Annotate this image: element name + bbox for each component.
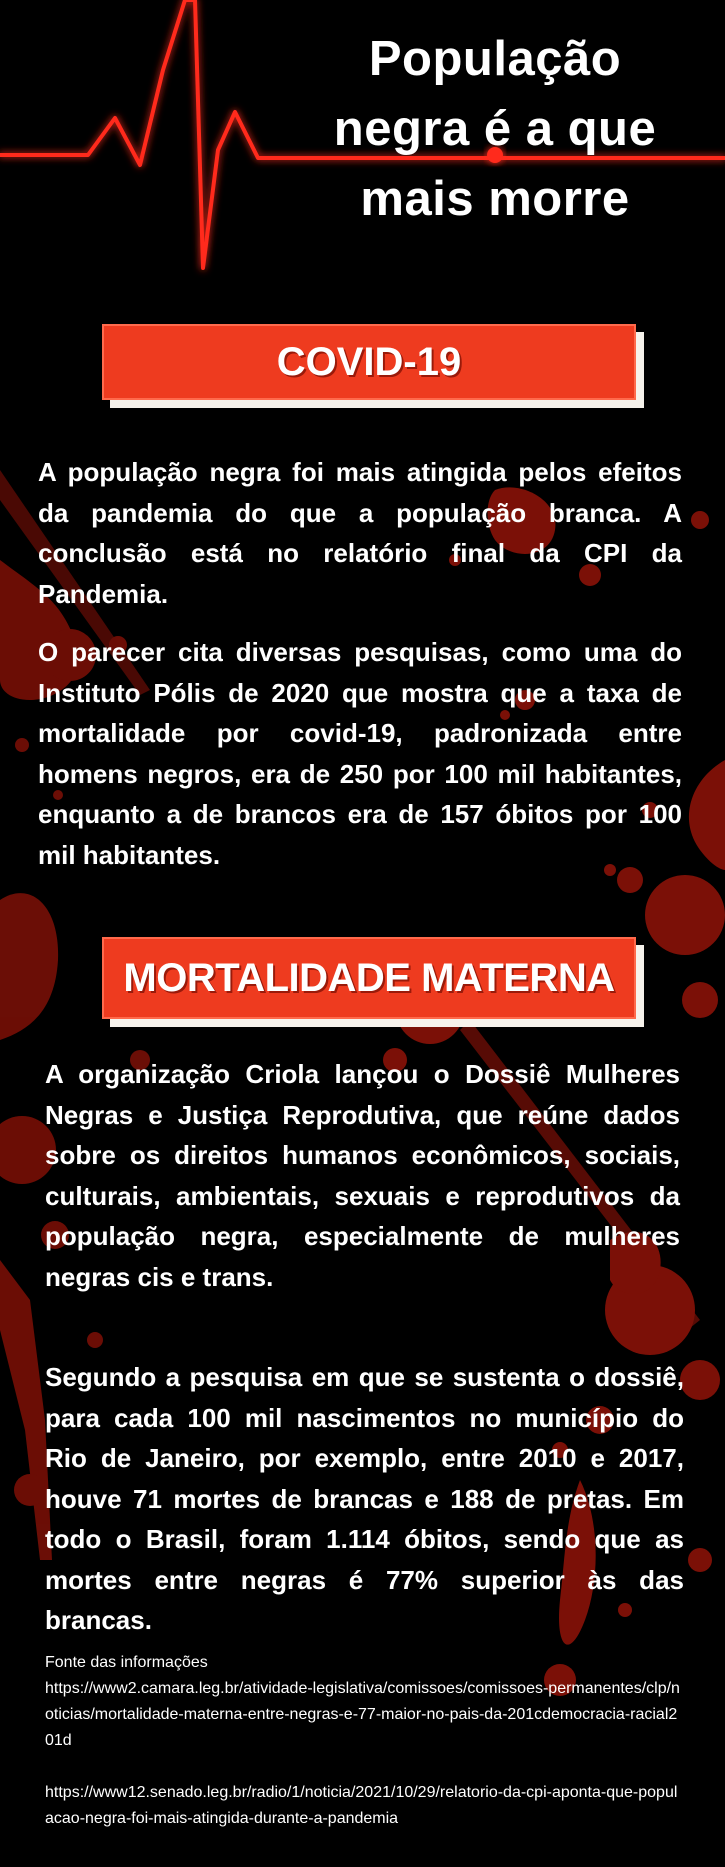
section-heading-maternal-mortality: MORTALIDADE MATERNA bbox=[102, 937, 636, 1019]
source-link-camara[interactable]: https://www2.camara.leg.br/atividade-legislativa/comissoes/comissoes-permanentes/clp/noticias/mortalidade-materna-entre-negras-e-77-maior-no-pais-da-201cdemocracia-racial201d bbox=[45, 1680, 680, 1749]
section-heading-covid: COVID-19 bbox=[102, 324, 636, 400]
title-line-2: negra é a que bbox=[333, 102, 657, 156]
maternal-paragraph-2: Segundo a pesquisa em que se sustenta o dossiê, para cada 100 mil nascimentos no município do Rio de Janeiro, por exemplo, entre 2010 e 2017, houve 71 mortes de brancas e 188 de pretas. Em todo o Brasil, foram 1.114 óbitos, sendo que as mortes entre negras é 77% superior às das brancas. bbox=[45, 1362, 684, 1635]
maternal-paragraph-1: A organização Criola lançou o Dossiê Mulheres Negras e Justiça Reprodutiva, que reúne dados sobre os direitos humanos econômicos, sociais, culturais, ambientais, sexuais e reprodutivos da população negra, especialmente de mulheres negras cis e trans. bbox=[45, 1059, 680, 1292]
sources-label: Fonte das informações bbox=[45, 1654, 208, 1671]
source-link-senado[interactable]: https://www12.senado.leg.br/radio/1/noticia/2021/10/29/relatorio-da-cpi-aponta-que-populacao-negra-foi-mais-atingida-durante-a-pandemia bbox=[45, 1784, 678, 1827]
covid-paragraph-1: A população negra foi mais atingida pelos efeitos da pandemia do que a população branca. A conclusão está no relatório final da CPI da Pandemia. bbox=[38, 457, 682, 609]
sources-block bbox=[45, 1650, 685, 1832]
page-title bbox=[290, 24, 700, 234]
title-line-3: mais morre bbox=[360, 172, 630, 226]
covid-paragraph-2: O parecer cita diversas pesquisas, como uma do Instituto Pólis de 2020 que mostra que a taxa de mortalidade por covid-19, padronizada entre homens negros, era de 250 por 100 mil habitantes, enquanto a de brancos era de 157 óbitos por 100 mil habitantes. bbox=[38, 637, 682, 870]
title-line-1: População bbox=[368, 32, 622, 86]
